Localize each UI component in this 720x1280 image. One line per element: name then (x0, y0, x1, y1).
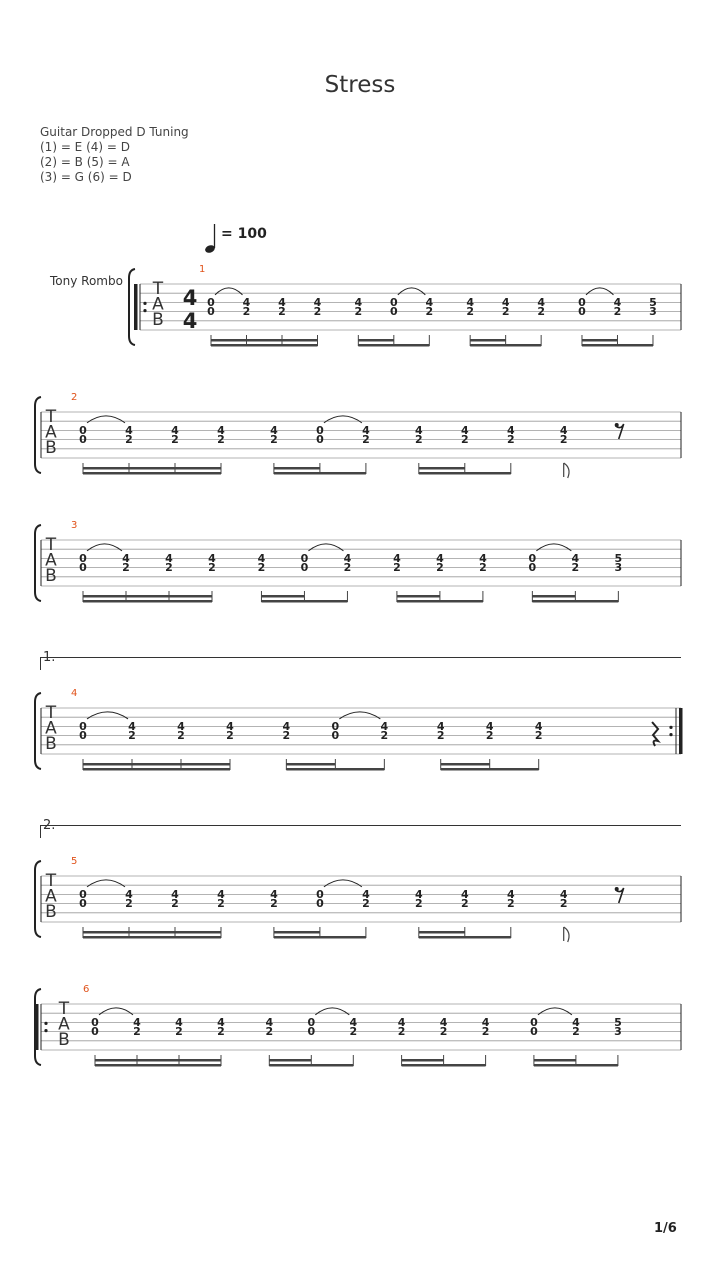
fret-number: 2 (282, 729, 291, 743)
fret-number: 2 (125, 433, 133, 447)
beam-secondary (397, 595, 440, 598)
repeat-dot (44, 1029, 47, 1032)
fret-number: 4 (436, 719, 445, 733)
repeat-dot (44, 1022, 47, 1025)
beam-secondary (274, 467, 320, 470)
tab-clef-letter: T (58, 999, 70, 1019)
fret-number: 2 (175, 1025, 183, 1039)
fret-number: 4 (397, 1015, 406, 1029)
fret-number: 2 (165, 561, 173, 575)
tie-arc (398, 288, 426, 295)
system-bracket (35, 525, 41, 601)
fret-number: 4 (506, 423, 515, 437)
fret-number: 4 (278, 295, 286, 309)
fret-number: 0 (530, 1015, 538, 1029)
fret-number: 4 (537, 295, 545, 309)
fret-number: 2 (313, 305, 322, 319)
fret-number: 2 (217, 1025, 225, 1039)
system-bracket (35, 397, 41, 473)
fret-number: 2 (393, 561, 401, 575)
beam-secondary (83, 595, 212, 598)
fret-number: 4 (559, 423, 568, 437)
fret-number: 4 (414, 423, 423, 437)
eighth-note-flag (564, 927, 569, 942)
beam (534, 1064, 618, 1067)
fret-number: 3 (614, 1025, 622, 1039)
repeat-dot (143, 302, 146, 305)
fret-number: 4 (559, 887, 568, 901)
tab-clef-letter: A (58, 1014, 70, 1035)
eighth-note-flag (564, 463, 569, 478)
fret-number: 0 (79, 561, 87, 575)
tab-clef-letter: B (45, 566, 57, 586)
beam (83, 768, 230, 771)
fret-number: 2 (349, 1025, 358, 1039)
fret-number: 2 (380, 729, 389, 743)
fret-number: 2 (436, 561, 444, 575)
volta-label-1: 1. (43, 650, 56, 665)
fret-number: 0 (316, 887, 324, 901)
fret-number: 4 (171, 423, 179, 437)
tie-arc (308, 544, 343, 551)
tempo-value: = 100 (221, 226, 267, 242)
fret-number: 2 (208, 561, 216, 575)
fret-number: 2 (559, 897, 568, 911)
fret-number: 2 (265, 1025, 274, 1039)
fret-number: 2 (460, 433, 469, 447)
beam-secondary (441, 763, 490, 766)
fret-number: 4 (362, 423, 370, 437)
beam-secondary (419, 931, 465, 934)
fret-number: 2 (466, 305, 474, 319)
fret-number: 4 (479, 551, 487, 565)
track-name: Tony Rombo (50, 274, 123, 288)
fret-number: 4 (257, 551, 266, 565)
fret-number: 2 (571, 561, 580, 575)
fret-number: 2 (270, 433, 278, 447)
fret-number: 2 (436, 729, 445, 743)
fret-number: 2 (128, 729, 136, 743)
tuning-line-2: (2) = B (5) = A (40, 155, 130, 169)
fret-number: 5 (614, 1015, 622, 1029)
fret-number: 0 (91, 1025, 99, 1039)
fret-number: 4 (380, 719, 389, 733)
fret-number: 4 (177, 719, 185, 733)
repeat-start-thick-bar (134, 284, 138, 330)
fret-number: 0 (578, 295, 586, 309)
fret-number: 4 (343, 551, 352, 565)
tie-arc (87, 712, 128, 719)
tie-arc (87, 880, 125, 887)
beam-secondary (83, 467, 221, 470)
fret-number: 2 (343, 561, 352, 575)
beam (402, 1064, 486, 1067)
fret-number: 4 (242, 295, 251, 309)
beam (269, 1064, 353, 1067)
fret-number: 0 (300, 561, 309, 575)
beam (532, 600, 618, 603)
tie-arc (538, 1008, 572, 1015)
beam-secondary (402, 1059, 444, 1062)
tie-arc (324, 880, 362, 887)
beam (419, 936, 511, 939)
fret-number: 0 (528, 551, 537, 565)
beam-secondary (95, 1059, 221, 1062)
beam-secondary (358, 339, 394, 342)
fret-number: 0 (207, 295, 215, 309)
fret-number: 2 (534, 729, 543, 743)
time-signature-bottom: 4 (182, 309, 198, 333)
fret-number: 0 (528, 561, 537, 575)
fret-number: 4 (485, 719, 494, 733)
measure-number: 2 (71, 392, 78, 403)
eighth-rest-dot (615, 887, 619, 891)
fret-number: 4 (534, 719, 543, 733)
beam-secondary (83, 931, 221, 934)
beam (397, 600, 483, 603)
fret-number: 4 (439, 1015, 448, 1029)
tab-clef-letter: T (45, 535, 57, 555)
beam (83, 600, 212, 603)
beam-secondary (83, 763, 230, 766)
beam (419, 472, 511, 475)
fret-number: 2 (122, 561, 130, 575)
beam-secondary (274, 931, 320, 934)
tab-clef-letter: B (152, 310, 164, 330)
fret-number: 4 (125, 423, 133, 437)
fret-number: 2 (242, 305, 251, 319)
fret-number: 4 (133, 1015, 141, 1029)
fret-number: 0 (79, 729, 87, 743)
fret-number: 2 (362, 897, 370, 911)
fret-number: 4 (125, 887, 133, 901)
tie-arc (99, 1008, 133, 1015)
fret-number: 2 (460, 897, 469, 911)
repeat-start-thick-bar (35, 1004, 39, 1050)
fret-number: 2 (217, 433, 225, 447)
fret-number: 4 (217, 423, 225, 437)
fret-number: 0 (307, 1025, 316, 1039)
tab-clef-letter: T (152, 279, 164, 299)
beam-secondary (286, 763, 335, 766)
fret-number: 2 (414, 433, 423, 447)
fret-number: 0 (578, 305, 586, 319)
beam-secondary (470, 339, 506, 342)
fret-number: 2 (171, 433, 179, 447)
tab-clef-letter: B (45, 734, 57, 754)
fret-number: 0 (79, 887, 87, 901)
fret-number: 0 (79, 551, 87, 565)
beam-secondary (419, 467, 465, 470)
fret-number: 4 (175, 1015, 183, 1029)
system-bracket (35, 861, 41, 937)
tab-clef-letter: A (45, 886, 57, 907)
measure-number: 4 (71, 688, 78, 699)
fret-number: 2 (354, 305, 363, 319)
fret-number: 4 (414, 887, 423, 901)
tab-clef-letter: A (45, 718, 57, 739)
fret-number: 2 (613, 305, 622, 319)
fret-number: 2 (217, 897, 225, 911)
fret-number: 4 (571, 551, 580, 565)
fret-number: 4 (217, 1015, 225, 1029)
fret-number: 2 (270, 897, 278, 911)
tie-arc (536, 544, 571, 551)
beam (274, 936, 366, 939)
fret-number: 4 (282, 719, 291, 733)
tuning-line-1: (1) = E (4) = D (40, 140, 130, 154)
measure-number: 3 (71, 520, 78, 531)
fret-number: 4 (226, 719, 234, 733)
fret-number: 4 (208, 551, 216, 565)
fret-number: 4 (122, 551, 130, 565)
fret-number: 2 (572, 1025, 580, 1039)
fret-number: 2 (506, 897, 515, 911)
fret-number: 2 (171, 897, 179, 911)
measure-number: 6 (83, 984, 90, 995)
fret-number: 0 (316, 897, 324, 911)
fret-number: 4 (313, 295, 322, 309)
fret-number: 2 (397, 1025, 406, 1039)
beam-secondary (532, 595, 575, 598)
fret-number: 2 (226, 729, 234, 743)
fret-number: 0 (79, 423, 87, 437)
fret-number: 2 (439, 1025, 448, 1039)
measure-number: 5 (71, 856, 78, 867)
beam (211, 344, 318, 347)
beam (470, 344, 541, 347)
fret-number: 4 (506, 887, 515, 901)
fret-number: 4 (270, 423, 278, 437)
beam (83, 472, 221, 475)
fret-number: 2 (362, 433, 370, 447)
beam (83, 936, 221, 939)
tab-clef-letter: T (45, 871, 57, 891)
tie-arc (87, 544, 122, 551)
quarter-rest-icon (652, 722, 658, 746)
fret-number: 0 (300, 551, 309, 565)
fret-number: 4 (466, 295, 474, 309)
tab-clef-letter: B (45, 902, 57, 922)
fret-number: 4 (362, 887, 370, 901)
eighth-rest-dot (615, 423, 619, 427)
time-signature-top: 4 (182, 286, 198, 310)
fret-number: 4 (460, 423, 469, 437)
repeat-dot (669, 733, 672, 736)
fret-number: 0 (389, 295, 398, 309)
fret-number: 2 (133, 1025, 141, 1039)
fret-number: 0 (530, 1025, 538, 1039)
fret-number: 2 (414, 897, 423, 911)
fret-number: 2 (506, 433, 515, 447)
song-title: Stress (324, 72, 396, 98)
fret-number: 0 (79, 433, 87, 447)
tab-clef-letter: T (45, 407, 57, 427)
beam-secondary (261, 595, 304, 598)
fret-number: 4 (501, 295, 510, 309)
system-bracket (35, 693, 41, 769)
beam (274, 472, 366, 475)
fret-number: 4 (572, 1015, 580, 1029)
fret-number: 4 (613, 295, 622, 309)
tie-arc (315, 1008, 349, 1015)
beam (441, 768, 539, 771)
tuning-name: Guitar Dropped D Tuning (40, 125, 189, 139)
fret-number: 0 (389, 305, 398, 319)
beam (582, 344, 653, 347)
beam (358, 344, 429, 347)
repeat-dot (669, 726, 672, 729)
tuning-line-3: (3) = G (6) = D (40, 170, 132, 184)
tie-arc (87, 416, 125, 423)
measure-number: 1 (199, 264, 206, 275)
fret-number: 2 (559, 433, 568, 447)
fret-number: 4 (165, 551, 173, 565)
fret-number: 5 (614, 551, 623, 565)
fret-number: 0 (316, 423, 324, 437)
fret-number: 2 (278, 305, 286, 319)
volta-label-2: 2. (43, 818, 56, 833)
fret-number: 2 (479, 561, 487, 575)
page-number: 1/6 (654, 1221, 677, 1236)
fret-number: 2 (537, 305, 545, 319)
fret-number: 2 (177, 729, 185, 743)
fret-number: 4 (171, 887, 179, 901)
beam-secondary (582, 339, 618, 342)
fret-number: 4 (354, 295, 363, 309)
repeat-end-thick-bar (679, 708, 683, 754)
fret-number: 5 (649, 295, 657, 309)
fret-number: 0 (207, 305, 215, 319)
fret-number: 4 (217, 887, 225, 901)
fret-number: 0 (331, 729, 340, 743)
fret-number: 2 (425, 305, 434, 319)
fret-number: 0 (91, 1015, 99, 1029)
fret-number: 4 (460, 887, 469, 901)
beam (286, 768, 384, 771)
fret-number: 2 (481, 1025, 490, 1039)
fret-number: 2 (485, 729, 494, 743)
fret-number: 4 (265, 1015, 274, 1029)
fret-number: 2 (257, 561, 266, 575)
tab-clef-letter: A (45, 550, 57, 571)
tab-clef-letter: A (45, 422, 57, 443)
fret-number: 0 (79, 719, 87, 733)
tab-clef-letter: B (45, 438, 57, 458)
beam-secondary (211, 339, 318, 342)
beam-secondary (534, 1059, 576, 1062)
fret-number: 4 (393, 551, 401, 565)
fret-number: 4 (349, 1015, 358, 1029)
tab-clef-letter: B (58, 1030, 70, 1050)
beam (261, 600, 347, 603)
fret-number: 2 (125, 897, 133, 911)
tab-clef-letter: T (45, 703, 57, 723)
fret-number: 0 (331, 719, 340, 733)
tie-arc (339, 712, 380, 719)
fret-number: 3 (649, 305, 657, 319)
tab-clef-letter: A (152, 294, 164, 315)
fret-number: 4 (425, 295, 434, 309)
fret-number: 4 (436, 551, 444, 565)
fret-number: 0 (79, 897, 87, 911)
beam (95, 1064, 221, 1067)
tie-arc (324, 416, 362, 423)
beam-secondary (269, 1059, 311, 1062)
fret-number: 4 (128, 719, 136, 733)
tie-arc (215, 288, 243, 295)
fret-number: 0 (316, 433, 324, 447)
fret-number: 0 (307, 1015, 316, 1029)
fret-number: 4 (270, 887, 278, 901)
fret-number: 2 (501, 305, 510, 319)
fret-number: 3 (614, 561, 623, 575)
fret-number: 4 (481, 1015, 490, 1029)
repeat-dot (143, 309, 146, 312)
tie-arc (586, 288, 614, 295)
